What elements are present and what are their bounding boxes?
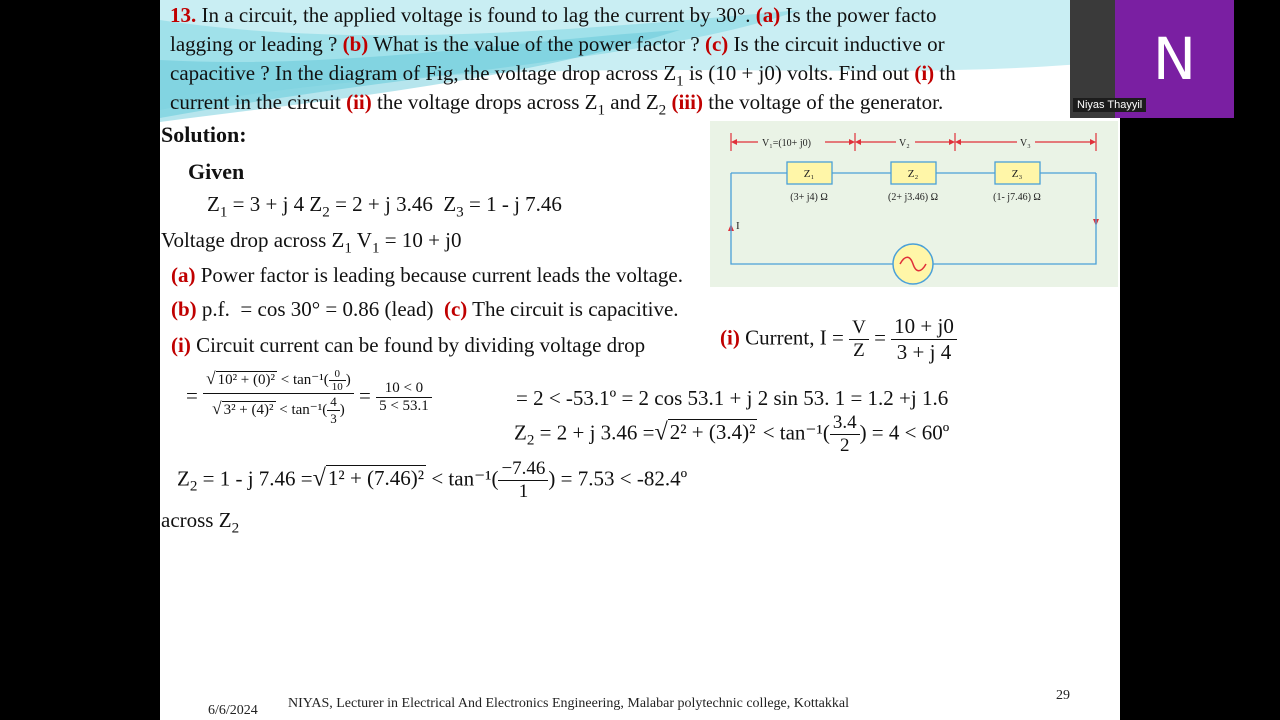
polar-numerator <box>203 368 354 394</box>
polar-fraction <box>203 368 354 427</box>
polar-conversion <box>186 368 432 427</box>
z1-value-label: (3+ j4) Ω <box>790 192 828 203</box>
current-frac-den: 3 + j 4 <box>896 340 952 364</box>
z3-polar-line <box>177 458 687 503</box>
v2-label: V₂ <box>899 138 910 149</box>
across-label: across Z <box>161 508 232 532</box>
z2-line-sub: 2 <box>526 432 535 449</box>
z3-value: = 1 - j 7.46 <box>468 192 562 216</box>
question-line-4 <box>170 88 943 117</box>
z3-label: Z₃ <box>1011 168 1023 180</box>
polar-result: = 2 < -53.1º = 2 cos 53.1 + j 2 sin 53. 1 = 1.2 +j 1.6 <box>516 386 949 410</box>
slide <box>160 0 1120 720</box>
sqrt-sign-1: √ <box>206 368 216 388</box>
z3-line-symbol: Z <box>177 466 190 491</box>
z2-line-ratio <box>830 412 860 457</box>
footer-credit: NIYAS, Lecturer in Electrical And Electronics Engineering, Malabar polytechnic college, Kottakkal <box>288 696 849 711</box>
answer-b-label: p.f. <box>201 297 230 321</box>
question-number: 13. <box>170 3 197 27</box>
z2-label: Z₂ <box>907 168 919 180</box>
z2-line-ratio-n: 3.4 <box>830 412 860 435</box>
voltage-drop-line <box>161 228 462 257</box>
frac-z: Z <box>853 340 865 361</box>
given-label: Given <box>188 159 245 184</box>
z2-value-label: (2+ j3.46) Ω <box>887 192 939 203</box>
z1-label: Z₁ <box>803 168 815 180</box>
question-c-text: Is the circuit inductive or <box>733 32 945 56</box>
question-a-text: Is the power facto <box>785 3 937 27</box>
answer-a-tag: (a) <box>171 263 196 287</box>
z3-line-ratio-n: −7.46 <box>498 458 548 481</box>
z3-line-radicand: 1² + (7.46)² <box>327 466 425 491</box>
z2-line-angle: < tan⁻¹( <box>762 420 830 445</box>
sqrt-sign-2: √ <box>212 398 222 418</box>
question-line3-sub: 1 <box>676 73 684 90</box>
z2-line-post: ) = 4 < 60º <box>859 420 950 445</box>
question-line-2 <box>170 30 945 59</box>
z3-value-label: (1- j7.46) Ω <box>993 192 1041 203</box>
z2-sub: 2 <box>322 204 330 221</box>
participant-video-tile[interactable] <box>1070 0 1234 118</box>
polar-den-close: ) <box>339 401 345 418</box>
z3-given <box>443 192 562 221</box>
polar-denominator <box>203 394 354 427</box>
answer-i-tag: (i) <box>171 333 191 357</box>
answer-i <box>171 333 645 358</box>
v3-label: V₃ <box>1020 138 1031 149</box>
frac-v: V <box>849 317 869 340</box>
voltage-drop-label: Voltage drop across Z <box>161 228 345 252</box>
solution-heading: Solution: <box>161 122 247 147</box>
answer-b-value: = cos 30° = 0.86 (lead) <box>240 297 434 321</box>
question-line3-pre: capacitive ? In the diagram of Fig, the voltage drop across Z <box>170 61 677 85</box>
z1-value: = 3 + j 4 <box>232 192 305 216</box>
polar-den-ratio-d: 3 <box>330 411 337 426</box>
participant-avatar: N <box>1115 0 1234 118</box>
circuit-diagram <box>710 121 1118 287</box>
question-c-tag: (c) <box>704 32 729 56</box>
footer-date: 6/6/2024 <box>208 703 258 718</box>
z1-sub: 1 <box>219 204 228 221</box>
question-a-text-cont: lagging or leading ? <box>170 32 338 56</box>
question-ii-sub1: 1 <box>597 102 606 119</box>
question-i-tag: (i) <box>914 61 935 85</box>
current-arrow-label: I <box>736 220 740 232</box>
question-a-tag: (a) <box>755 3 781 27</box>
polar-den-ratio <box>327 394 340 427</box>
polar-num-close: ) <box>345 371 351 388</box>
voltage-drop-sub: 1 <box>344 240 352 257</box>
polar-num-angle: < tan⁻¹( <box>280 371 329 388</box>
question-intro: In a circuit, the applied voltage is found to lag the current by 30°. <box>201 3 751 27</box>
current-frac-num: 10 + j0 <box>891 314 957 340</box>
question-b-tag: (b) <box>342 32 369 56</box>
polar-result-num: 10 < 0 <box>376 380 432 398</box>
z2-given <box>309 192 433 221</box>
polar-result-fraction <box>376 380 432 415</box>
sqrt-sign-3: √ <box>654 418 668 446</box>
v1-symbol: V <box>356 228 372 252</box>
z2-polar-line <box>514 412 949 457</box>
polar-den-ratio-n: 4 <box>327 394 340 411</box>
question-ii-text: the voltage drops across Z <box>377 90 598 114</box>
polar-result-den: 5 < 53.1 <box>379 398 429 414</box>
z3-line-angle: < tan⁻¹( <box>431 466 499 491</box>
polar-num-radicand: 10² + (0)² <box>217 371 276 388</box>
z3-line-sub: 2 <box>189 478 198 495</box>
z2-symbol: Z <box>309 192 323 216</box>
current-label: Current, I = <box>745 325 844 350</box>
answer-a-text: Power factor is leading because current leads the voltage. <box>200 263 683 287</box>
z3-line-post: ) = 7.53 < -82.4º <box>548 466 688 491</box>
participant-name: Niyas Thayyil <box>1073 98 1146 112</box>
across-z2 <box>161 508 240 537</box>
current-formula <box>720 314 957 365</box>
question-ii-sub2: 2 <box>658 102 667 119</box>
given-impedances <box>207 192 562 221</box>
polar-eq2: = <box>358 383 371 408</box>
z1-given <box>207 192 305 221</box>
polar-num-ratio-n: 0 <box>329 368 346 381</box>
current-eq: = <box>874 325 886 350</box>
v1-sub: 1 <box>371 240 380 257</box>
z2-value: = 2 + j 3.46 <box>335 192 433 216</box>
answer-c-tag: (c) <box>443 297 468 321</box>
z3-symbol: Z <box>443 192 457 216</box>
z2-line-symbol: Z <box>514 420 527 445</box>
question-line-3 <box>170 59 956 88</box>
v-over-z <box>849 317 869 362</box>
across-sub: 2 <box>231 520 240 537</box>
z2-line-ratio-d: 2 <box>839 435 850 456</box>
question-line4-pre: current in the circuit <box>170 90 341 114</box>
answer-c-text: The circuit is capacitive. <box>472 297 679 321</box>
z3-line-ratio <box>498 458 548 503</box>
v1-label: V₁=(10+ j0) <box>762 138 811 149</box>
question-ii-and: and Z <box>610 90 659 114</box>
z1-symbol: Z <box>207 192 220 216</box>
answer-a <box>171 263 683 288</box>
question-i-text: th <box>939 61 956 85</box>
answer-i-text: Circuit current can be found by dividing voltage drop <box>196 333 646 357</box>
polar-num-ratio <box>329 368 346 393</box>
current-fraction <box>891 314 957 365</box>
question-ii-tag: (ii) <box>346 90 372 114</box>
polar-num-ratio-d: 10 <box>331 381 343 393</box>
question-line3-post: is (10 + j0) volts. Find out <box>688 61 910 85</box>
answer-b-tag: (b) <box>171 297 197 321</box>
question-b-text: What is the value of the power factor ? <box>373 32 700 56</box>
polar-eq1: = <box>186 383 198 408</box>
question-iii-text: the voltage of the generator. <box>708 90 944 114</box>
polar-den-angle: < tan⁻¹( <box>279 401 328 418</box>
polar-den-radicand: 3² + (4)² <box>223 401 274 418</box>
answer-b-c <box>171 297 679 322</box>
question-iii-tag: (iii) <box>671 90 703 114</box>
current-tag: (i) <box>720 325 740 350</box>
question-line-1 <box>170 1 937 30</box>
z2-line-radicand: 2² + (3.4)² <box>669 420 756 445</box>
page-number: 29 <box>1056 688 1070 703</box>
z2-line-pre: = 2 + j 3.46 = <box>539 420 655 445</box>
z3-line-ratio-d: 1 <box>518 481 529 502</box>
v1-value: = 10 + j0 <box>384 228 462 252</box>
sqrt-sign-4: √ <box>312 464 326 492</box>
z3-sub: 3 <box>456 204 464 221</box>
z3-line-pre: = 1 - j 7.46 = <box>202 466 313 491</box>
